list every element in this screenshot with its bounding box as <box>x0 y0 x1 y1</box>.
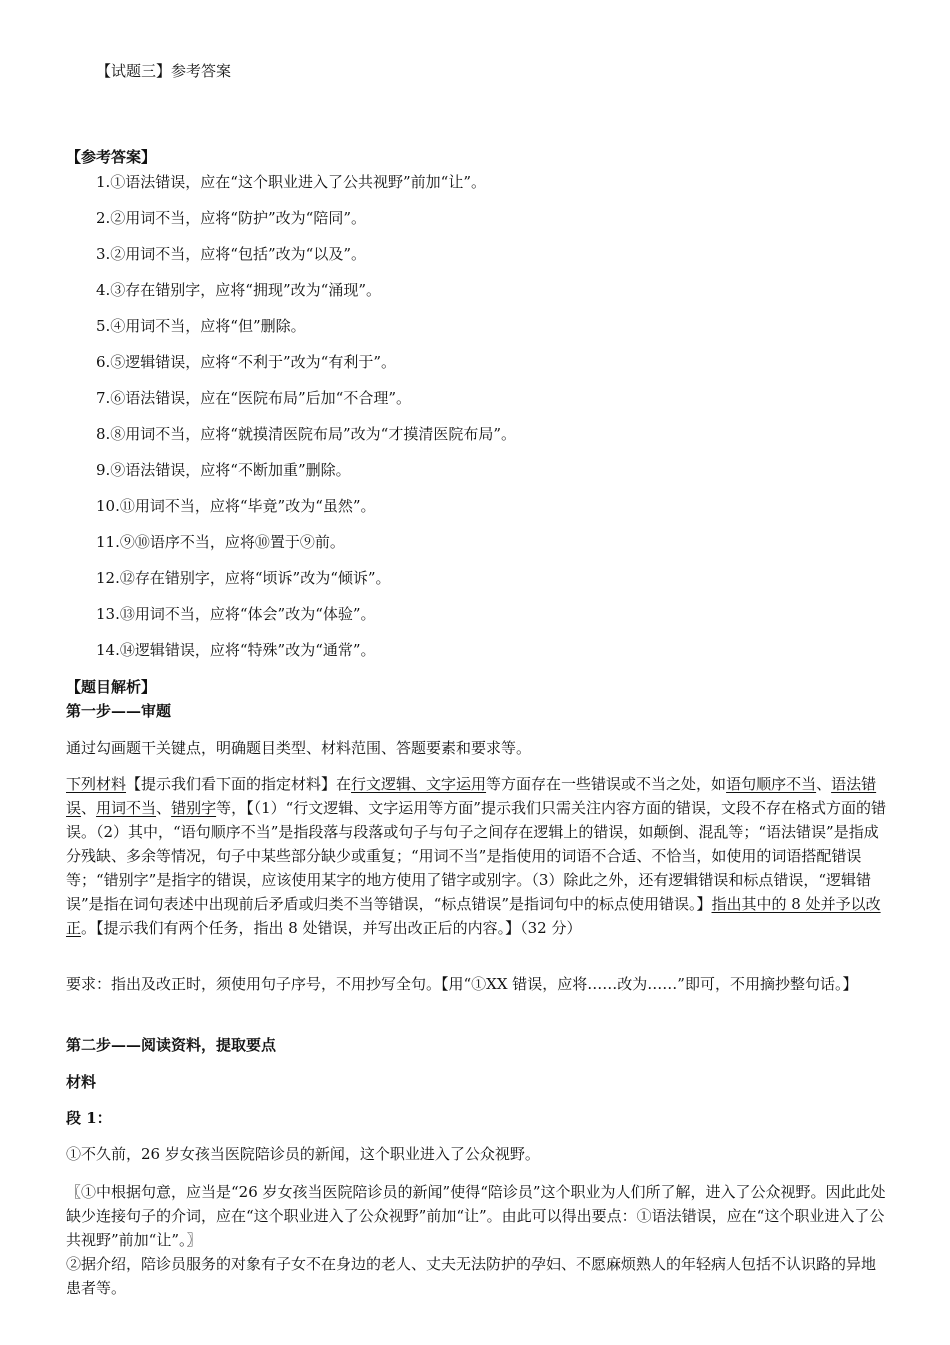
material-label: 材料 <box>66 1073 97 1091</box>
answer-item: 9.⑨语法错误，应将“不断加重”删除。 <box>96 461 351 479</box>
material-sentence: ①不久前，26 岁女孩当医院陪诊员的新闻，这个职业进入了公众视野。 <box>66 1145 540 1163</box>
material-sentence: ②据介绍，陪诊员服务的对象有子女不在身边的老人、丈夫无法防护的孕妇、不愿麻烦熟人的年轻病人包括不认识路的异地患者等。 <box>66 1255 877 1297</box>
underlined-phrase: 行文逻辑、文字运用 <box>351 775 487 793</box>
answer-item: 1.①语法错误，应在“这个职业进入了公共视野”前加“让”。 <box>96 173 486 191</box>
stem-text: 、 <box>816 775 832 793</box>
document-title: 【试题三】参考答案 <box>96 62 232 80</box>
paragraph-label: 段 1： <box>66 1109 112 1127</box>
question-stem <box>66 772 888 940</box>
answer-item: 12.⑫存在错别字，应将“顷诉”改为“倾诉”。 <box>96 569 391 587</box>
underlined-phrase: 错别字 <box>171 799 217 817</box>
answer-list <box>96 170 516 674</box>
answer-item: 11.⑨⑩语序不当，应将⑩置于⑨前。 <box>96 533 345 551</box>
stem-text: 、 <box>81 799 97 817</box>
stem-text: 等方面存在一些错误或不当之处，如 <box>486 775 727 793</box>
stem-text: 、 <box>156 799 172 817</box>
answer-item: 13.⑬用词不当，应将“体会”改为“体验”。 <box>96 605 376 623</box>
answer-item: 6.⑤逻辑错误，应将“不利于”改为“有利于”。 <box>96 353 396 371</box>
step1-intro: 通过勾画题干关键点，明确题目类型、材料范围、答题要素和要求等。 <box>66 739 532 757</box>
answer-item: 7.⑥语法错误，应在“医院布局”后加“不合理”。 <box>96 389 411 407</box>
underlined-phrase: 用词不当 <box>96 799 157 817</box>
sentence-analysis: 〖①中根据句意，应当是“26 岁女孩当医院陪诊员的新闻”使得“陪诊员”这个职业为人们所了解，进入了公众视野。因此此处缺少连接句子的介词，应在“这个职业进入了公众视野”前加“让”。由此可以得出要点：①语法错误，应在“这个职业进入了公共视野”前加“让”。〗 <box>66 1183 886 1249</box>
answer-item: 5.④用词不当，应将“但”删除。 <box>96 317 306 335</box>
stem-text: 。【提示我们有两个任务，指出 8 处错误，并写出改正后的内容。】（32 分） <box>81 919 582 937</box>
analysis-heading: 【题目解析】 <box>66 678 157 696</box>
answer-item: 10.⑪用词不当，应将“毕竟”改为“虽然”。 <box>96 497 376 515</box>
answer-heading: 【参考答案】 <box>66 148 157 166</box>
underlined-phrase: 下列材料 <box>66 775 127 793</box>
stem-text: 【提示我们看下面的指定材料】在 <box>126 775 352 793</box>
answer-item: 4.③存在错别字，应将“拥现”改为“涌现”。 <box>96 281 381 299</box>
underlined-phrase: 语法错误 <box>66 775 877 817</box>
underlined-phrase: 指出其中的 8 处并予以改正 <box>66 895 881 937</box>
underlined-phrase: 语句顺序不当 <box>726 775 817 793</box>
requirement-text: 要求：指出及改正时，须使用句子序号，不用抄写全句。【用“①XX 错误，应将……改为……”即可，不用摘抄整句话。】 <box>66 975 858 993</box>
answer-item: 3.②用词不当，应将“包括”改为“以及”。 <box>96 245 366 263</box>
answer-item: 14.⑭逻辑错误，应将“特殊”改为“通常”。 <box>96 641 376 659</box>
answer-item: 8.⑧用词不当，应将“就摸清医院布局”改为“才摸清医院布局”。 <box>96 425 516 443</box>
step1-heading: 第一步——审题 <box>66 702 172 720</box>
step2-heading: 第二步——阅读资料，提取要点 <box>66 1036 277 1054</box>
answer-item: 2.②用词不当，应将“防护”改为“陪同”。 <box>96 209 366 227</box>
stem-text: 等，【（1）“行文逻辑、文字运用等方面”提示我们只需关注内容方面的错误，文段不存在格式方面的错误。（2）其中，“语句顺序不当”是指段落与段落或句子与句子之间存在逻辑上的错误，如颠倒、混乱等；“语法错误”是指成分残缺、多余等情况，句子中某些部分缺少或重复；“用词不当”是指使用的词语不合适、不恰当，如使用的词语搭配错误等；“错别字”是指字的错误，应该使用某字的地方使用了错字或别字。（3）除此之外，还有逻辑错误和标点错误，“逻辑错误”是指在词句表述中出现前后矛盾或归类不当等错误，“标点错误”是指词句中的标点使用错误。】 <box>66 799 886 913</box>
